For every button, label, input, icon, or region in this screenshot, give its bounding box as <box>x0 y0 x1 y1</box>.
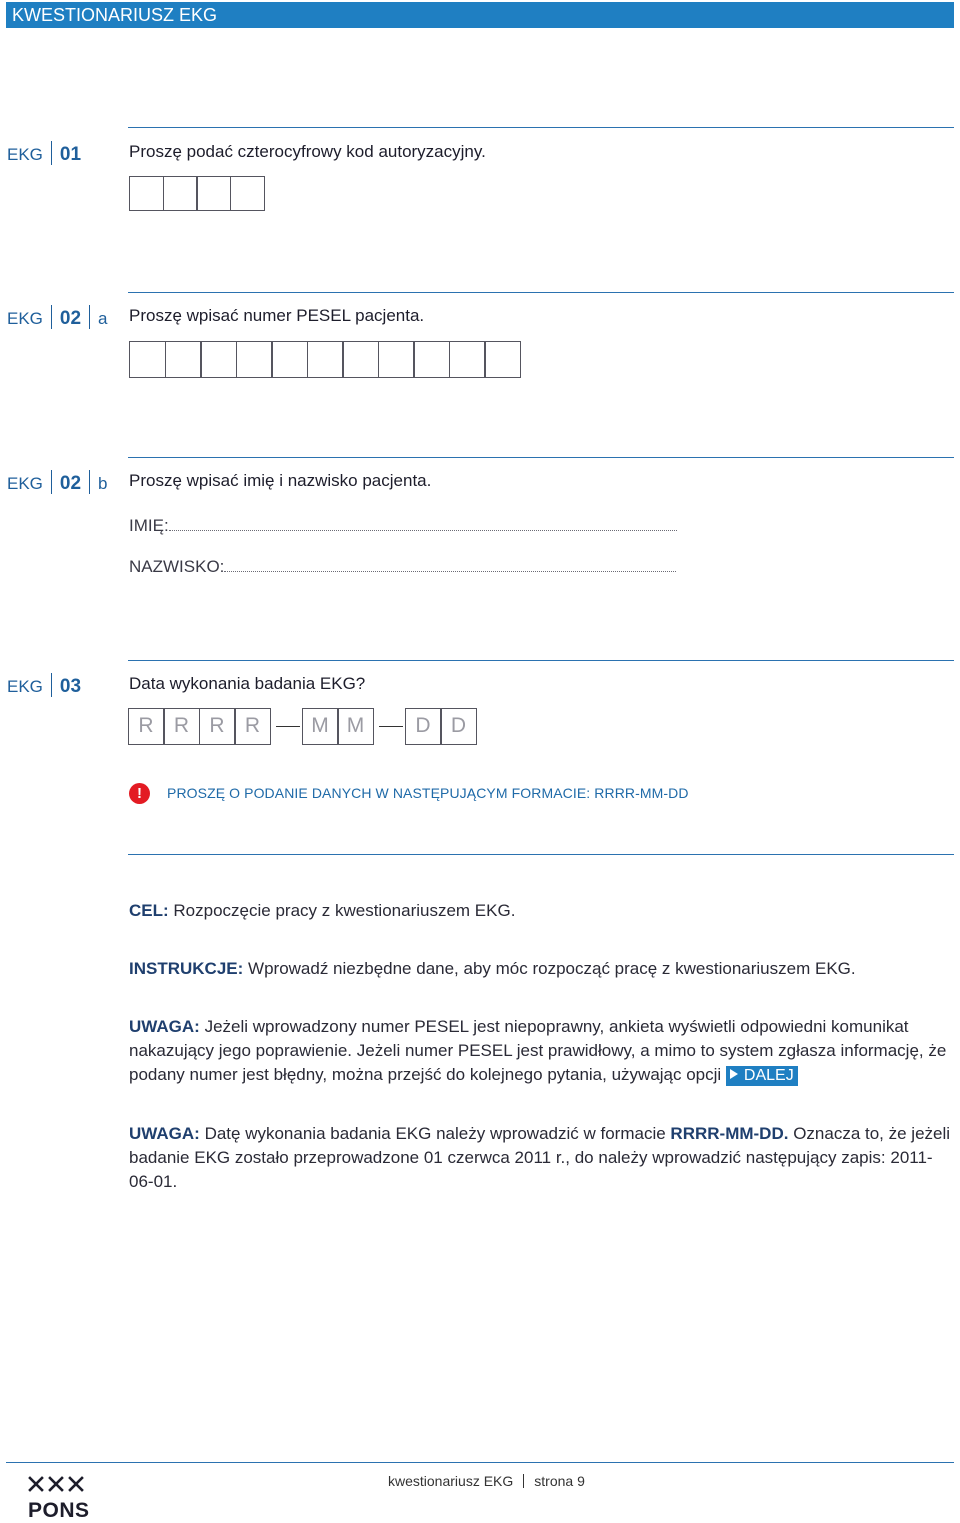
digit-box[interactable] <box>230 176 265 211</box>
code-sub: a <box>98 309 108 328</box>
code-number: 01 <box>59 144 82 165</box>
footer-divider <box>6 1462 954 1463</box>
date-example: 2011-06-01. <box>129 1148 933 1191</box>
logo-mark-icon <box>28 1476 84 1492</box>
page-number: strona 9 <box>534 1473 585 1489</box>
digit-box[interactable] <box>449 341 486 378</box>
next-button-label: DALEJ <box>743 1067 794 1084</box>
digit-box[interactable] <box>200 341 237 378</box>
year-box[interactable]: R <box>234 708 271 745</box>
digit-box[interactable] <box>163 176 198 211</box>
last-name-label: NAZWISKO: <box>129 557 225 576</box>
first-name-input[interactable] <box>169 529 677 531</box>
play-icon <box>730 1069 738 1079</box>
year-box[interactable]: R <box>199 708 236 745</box>
day-box[interactable]: D <box>405 708 442 745</box>
date-input[interactable] <box>129 708 477 745</box>
digit-box[interactable] <box>196 176 231 211</box>
document-name: kwestionariusz EKG <box>388 1473 514 1489</box>
month-box[interactable]: M <box>302 708 339 745</box>
month-box[interactable]: M <box>337 708 374 745</box>
section-divider <box>128 127 954 128</box>
pesel-input[interactable] <box>129 341 521 378</box>
section-divider <box>128 457 954 458</box>
warning-paragraph-2 <box>129 1122 954 1194</box>
digit-box[interactable] <box>129 341 166 378</box>
question-02b-text: Proszę wpisać imię i nazwisko pacjenta. <box>129 471 432 490</box>
first-name-field[interactable] <box>129 516 677 536</box>
next-button[interactable] <box>726 1066 798 1086</box>
alert-icon: ! <box>129 783 150 804</box>
goal-label: CEL: <box>129 901 169 920</box>
year-box[interactable]: R <box>163 708 200 745</box>
auth-code-input[interactable] <box>129 176 265 211</box>
question-code-02b <box>7 470 108 495</box>
digit-box[interactable] <box>129 176 164 211</box>
question-code-02a <box>7 305 108 330</box>
code-prefix: EKG <box>7 677 43 696</box>
date-separator <box>276 726 300 728</box>
warning-paragraph-1 <box>129 1015 954 1087</box>
format-note: PROSZĘ O PODANIE DANYCH W NASTĘPUJĄCYM FORMACIE: RRRR-MM-DD <box>167 785 689 801</box>
question-01-text: Proszę podać czterocyfrowy kod autoryzacyjny. <box>129 142 486 161</box>
digit-box[interactable] <box>342 341 379 378</box>
warning-label: UWAGA: <box>129 1017 200 1036</box>
instructions-text: Wprowadź niezbędne dane, aby móc rozpocząć pracę z kwestionariuszem EKG. <box>248 959 856 978</box>
question-02a-text: Proszę wpisać numer PESEL pacjenta. <box>129 306 425 325</box>
code-number: 02 <box>59 308 82 329</box>
warning-text: Jeżeli wprowadzony numer PESEL jest niepoprawny, ankieta wyświetli odpowiedni komunikat nakazujący jego poprawienie. Jeżeli numer PESEL jest prawidłowy, a mimo to system zgłasza informację, że podany numer jest błędny, można przejść do kolejnego pytania, używając opcji <box>129 1017 947 1084</box>
code-prefix: EKG <box>7 474 43 493</box>
date-format: RRRR-MM-DD. <box>670 1124 789 1143</box>
page-header: KWESTIONARIUSZ EKG <box>6 2 954 28</box>
instructions-paragraph <box>129 957 954 981</box>
digit-box[interactable] <box>378 341 415 378</box>
warning-text-b: Oznacza to, że jeżeli badanie EKG zostało przeprowadzone 01 czerwca 2011 r., do należy wprowadzić następujący zapis: <box>129 1124 951 1167</box>
warning-text-a: Datę wykonania badania EKG należy wprowadzić w formacie <box>204 1124 666 1143</box>
code-prefix: EKG <box>7 309 43 328</box>
digit-box[interactable] <box>236 341 273 378</box>
question-code-01 <box>7 141 81 166</box>
warning-label: UWAGA: <box>129 1124 200 1143</box>
logo-text: PONS <box>28 1499 90 1522</box>
section-divider <box>128 660 954 661</box>
section-divider <box>128 854 954 855</box>
pons-logo <box>28 1476 88 1523</box>
last-name-input[interactable] <box>224 570 676 572</box>
question-03-text: Data wykonania badania EKG? <box>129 674 366 693</box>
first-name-label: IMIĘ: <box>129 516 169 535</box>
digit-box[interactable] <box>484 341 521 378</box>
year-box[interactable]: R <box>128 708 165 745</box>
code-number: 03 <box>59 676 82 697</box>
question-code-03 <box>7 673 81 698</box>
digit-box[interactable] <box>413 341 450 378</box>
page-footer <box>388 1473 585 1489</box>
digit-box[interactable] <box>271 341 308 378</box>
code-sub: b <box>98 474 108 493</box>
instructions-label: INSTRUKCJE: <box>129 959 244 978</box>
date-separator <box>379 726 403 728</box>
section-divider <box>128 292 954 293</box>
digit-box[interactable] <box>165 341 202 378</box>
day-box[interactable]: D <box>440 708 477 745</box>
digit-box[interactable] <box>307 341 344 378</box>
code-prefix: EKG <box>7 145 43 164</box>
goal-text: Rozpoczęcie pracy z kwestionariuszem EKG. <box>173 901 516 920</box>
last-name-field[interactable] <box>129 557 676 577</box>
goal-paragraph <box>129 899 954 923</box>
code-number: 02 <box>59 473 82 494</box>
